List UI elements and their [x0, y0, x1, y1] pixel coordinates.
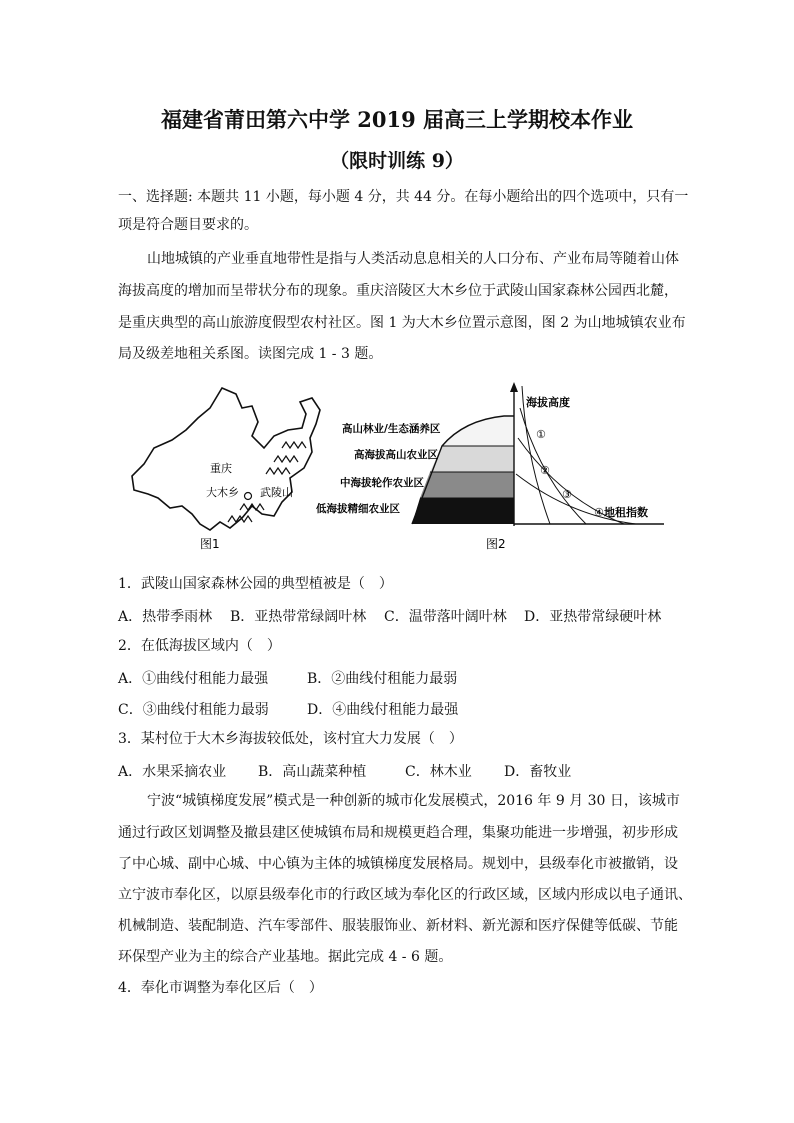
passage-line: 海拔高度的增加而呈带状分布的现象。重庆涪陵区大木乡位于武陵山国家森林公园西北麓， — [118, 283, 678, 299]
question-stem: 4．奉化市调整为奉化区后（ ） — [118, 980, 323, 996]
option-b[interactable]: B．②曲线付租能力最弱 — [307, 671, 458, 687]
option-a[interactable]: A．热带季雨林 — [118, 609, 213, 625]
option-c[interactable]: C．③曲线付租能力最弱 — [118, 702, 269, 718]
mountain-ridge — [282, 442, 306, 448]
y-axis-arrow — [510, 382, 518, 392]
option-a[interactable]: A．水果采摘农业 — [118, 764, 227, 780]
option-d[interactable]: D．④曲线付租能力最强 — [307, 702, 459, 718]
passage-line: 立宁波市奉化区，以原县级奉化市的行政区域为奉化区的行政区域，区域内形成以电子通讯、 — [118, 887, 692, 903]
passage-line: 是重庆典型的高山旅游度假型农村社区。图 1 为大木乡位置示意图，图 2 为山地城镇农业布 — [118, 315, 686, 331]
option-d[interactable]: D．亚热带常绿硬叶林 — [524, 609, 662, 625]
curve-label-1: ① — [536, 428, 546, 441]
curve-label-4: ④ — [594, 506, 604, 519]
option-b[interactable]: B．高山蔬菜种植 — [258, 764, 367, 780]
passage-line: 宁波“城镇梯度发展”模式是一种创新的城市化发展模式，2016 年 9 月 30 日，该城市 — [147, 793, 680, 809]
document-title: 福建省莆田第六中学 2019 届高三上学期校本作业 — [160, 107, 634, 132]
damu-location-marker — [245, 493, 252, 500]
figure1-caption: 图1 — [200, 537, 220, 551]
passage-line: 环保型产业为主的综合产业基地。据此完成 4 - 6 题。 — [118, 949, 453, 965]
figure2-caption: 图2 — [486, 537, 506, 551]
figure-pair — [124, 378, 664, 556]
passage-line: 山地城镇的产业垂直地带性是指与人类活动息息相关的人口分布、产业布局等随着山体 — [147, 251, 679, 267]
figure1-map — [132, 388, 320, 551]
label-chongqing: 重庆 — [210, 462, 232, 475]
label-damu: 大木乡 — [206, 486, 239, 499]
section-intro-line: 一、选择题: 本题共 11 小题，每小题 4 分，共 44 分。在每小题给出的四个选项中，只有一 — [118, 189, 689, 205]
section-intro-line: 项是符合题目要求的。 — [118, 217, 258, 233]
x-axis-label: 地租指数 — [604, 506, 648, 519]
option-b[interactable]: B．亚热带常绿阔叶林 — [230, 609, 367, 625]
option-c[interactable]: C．林木业 — [405, 764, 472, 780]
zone-label-4: 低海拔精细农业区 — [316, 503, 400, 515]
rent-curve-2 — [520, 408, 586, 524]
option-a[interactable]: A．①曲线付租能力最强 — [118, 671, 269, 687]
document-subtitle: （限时训练 9） — [330, 150, 464, 172]
figure2-chart — [316, 382, 664, 551]
zone-label-1: 高山林业/生态涵养区 — [342, 423, 441, 435]
passage-line: 通过行政区划调整及撤县建区使城镇布局和规模更趋合理，集聚功能进一步增强，初步形成 — [118, 825, 678, 841]
zone-band-2 — [430, 446, 514, 472]
mountain-ridge — [266, 468, 290, 474]
mountain-ridge — [274, 456, 298, 462]
zone-label-2: 高海拔高山农业区 — [354, 449, 438, 461]
zone-band-3 — [420, 472, 514, 498]
curve-label-3: ③ — [562, 488, 572, 501]
zone-band-4 — [412, 498, 514, 524]
y-axis-label: 海拔高度 — [526, 396, 570, 409]
question-stem: 1．武陵山国家森林公园的典型植被是（ ） — [118, 576, 393, 592]
label-wuling: 武陵山 — [260, 486, 293, 499]
passage-line: 局及级差地租关系图。读图完成 1 - 3 题。 — [118, 346, 383, 362]
zone-label-3: 中海拔轮作农业区 — [340, 477, 424, 489]
passage-line: 机械制造、装配制造、汽车零部件、服装服饰业、新材料、新光源和医疗保健等低碳、节能 — [118, 918, 678, 934]
option-d[interactable]: D．畜牧业 — [504, 764, 572, 780]
question-stem: 3．某村位于大木乡海拔较低处，该村宜大力发展（ ） — [118, 731, 463, 747]
curve-label-2: ② — [540, 464, 550, 477]
zone-band-1 — [442, 416, 514, 446]
option-c[interactable]: C．温带落叶阔叶林 — [384, 609, 507, 625]
question-stem: 2．在低海拔区域内（ ） — [118, 638, 281, 654]
passage-line: 了中心城、副中心城、中心镇为主体的城镇梯度发展格局。规划中，县级奉化市被撤销，设 — [118, 856, 678, 872]
